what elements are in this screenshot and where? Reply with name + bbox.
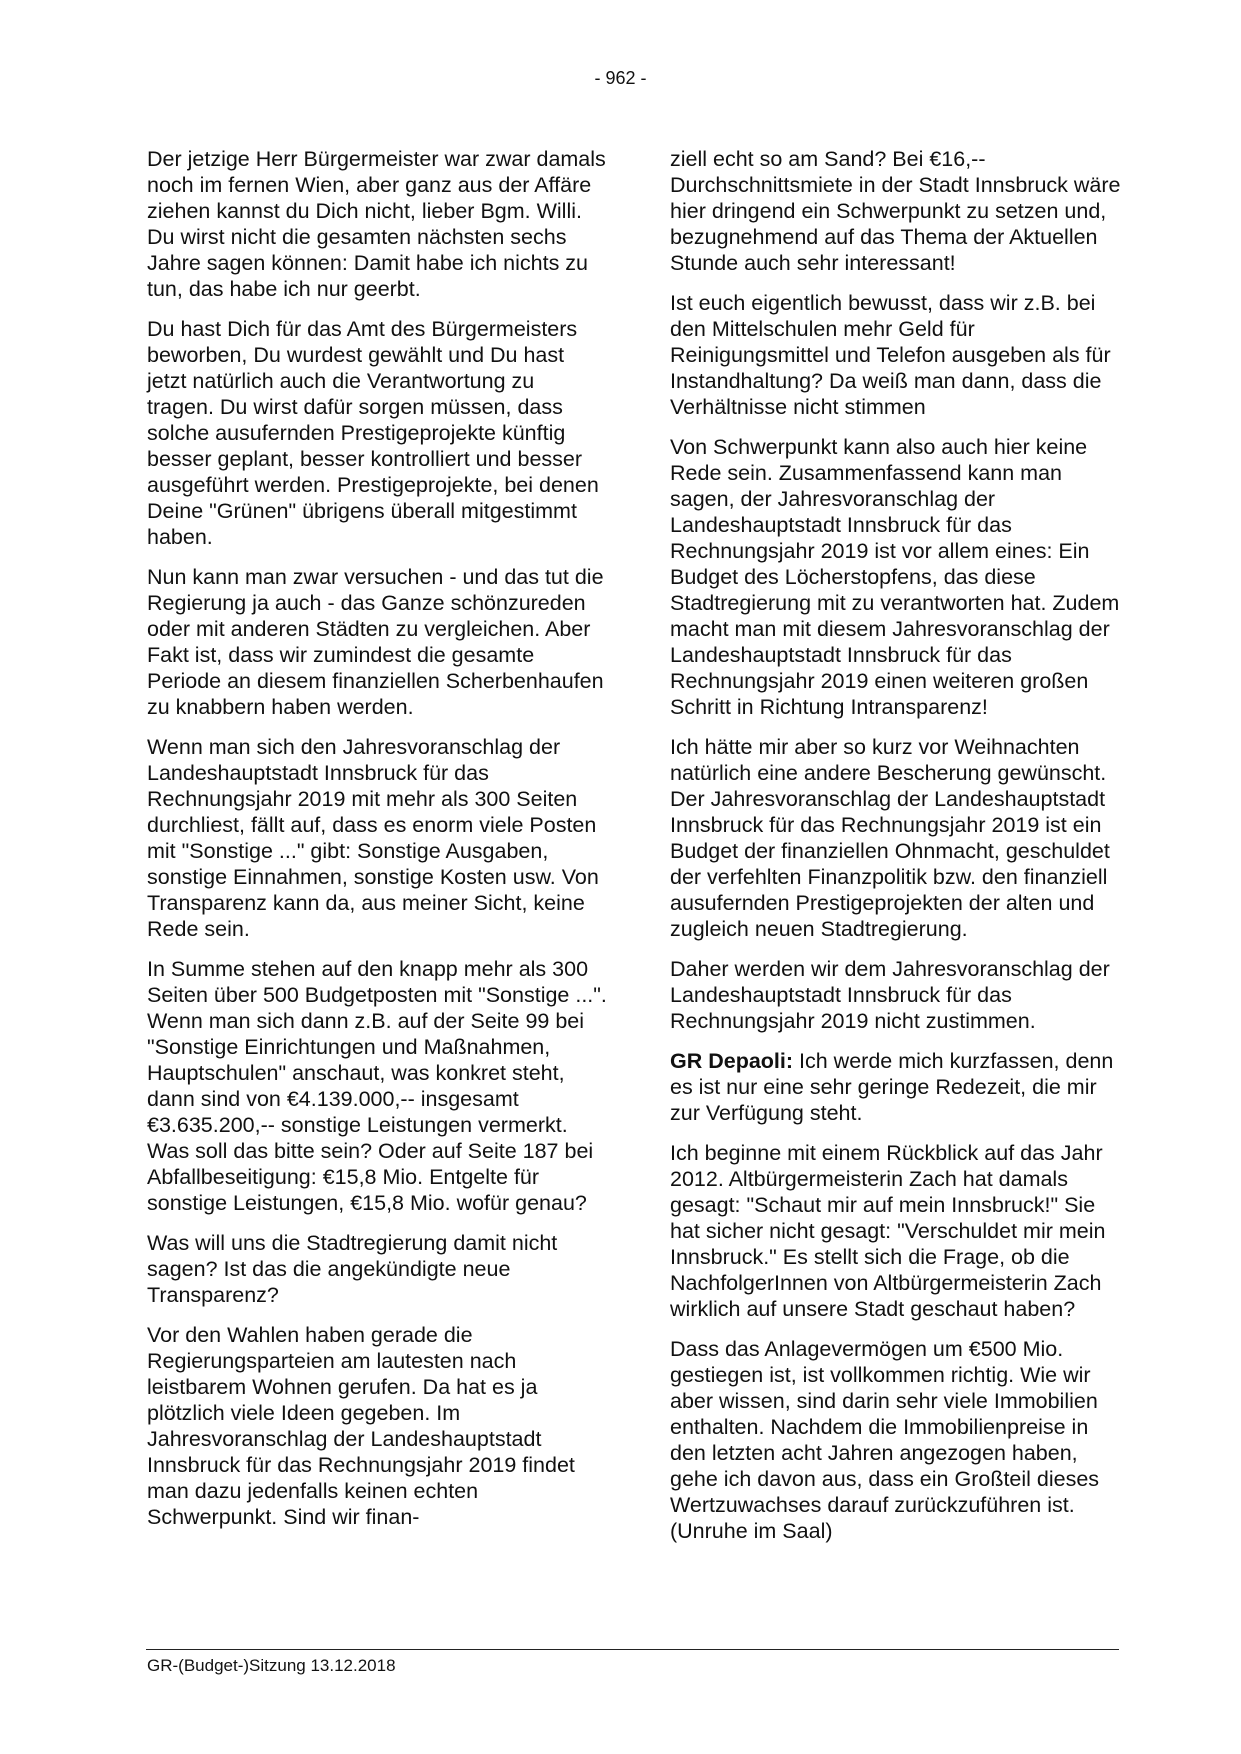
paragraph: Ich beginne mit einem Rückblick auf das Jahr 2012. Altbürgermeisterin Zach hat damals gesagt: "Schaut mir auf mein Innsbruck!" Sie hat sicher nicht gesagt: "Verschuldet mir mein Innsbruck." Es stellt sich die Frage, ob die NachfolgerInnen von Altbürgermeisterin Zach wirklich auf unsere Stadt geschaut haben? bbox=[670, 1141, 1106, 1321]
footer-divider bbox=[146, 1649, 1119, 1650]
paragraph: Von Schwerpunkt kann also auch hier keine Rede sein. Zusammenfassend kann man sagen, der Jahresvoranschlag der Landeshauptstadt Innsbruck für das Rechnungsjahr 2019 ist vor allem eines: Ein Budget des Löcherstopfens, das diese Stadtregierung mit zu verantworten hat. Zudem macht man mit diesem Jahresvoranschlag der Landeshauptstadt Innsbruck für das Rechnungsjahr 2019 einen weiteren großen Schritt in Richtung Intransparenz! bbox=[670, 435, 1120, 719]
speaker-name: GR Depaoli: bbox=[670, 1049, 794, 1073]
footer-session-label: GR-(Budget-)Sitzung 13.12.2018 bbox=[147, 1656, 396, 1675]
paragraph: Wenn man sich den Jahresvoranschlag der Landeshauptstadt Innsbruck für das Rechnungsjahr 2019 mit mehr als 300 Seiten durchliest, fällt auf, dass es enorm viele Posten mit "Sonstige ..." gibt: Sonstige Ausgaben, sonstige Einnahmen, sonstige Kosten usw. Von Transparenz kann da, aus meiner Sicht, keine Rede sein. bbox=[147, 735, 599, 941]
paragraph: Der jetzige Herr Bürgermeister war zwar damals noch im fernen Wien, aber ganz aus der Affäre ziehen kannst du Dich nicht, lieber Bgm. Willi. Du wirst nicht die gesamten nächsten sechs Jahre sagen können: Damit habe ich nichts zu tun, das habe ich nur geerbt. bbox=[147, 147, 606, 301]
paragraph: In Summe stehen auf den knapp mehr als 300 Seiten über 500 Budgetposten mit "Sonstige ...". Wenn man sich dann z.B. auf der Seite 99 bei "Sonstige Einrichtungen und Maßnahmen, Hauptschulen" anschaut, was konkret steht, dann sind von €4.139.000,-- insgesamt €3.635.200,-- sonstige Leistungen vermerkt. Was soll das bitte sein? Oder auf Seite 187 bei Abfallbeseitigung: €15,8 Mio. Entgelte für sonstige Leistungen, €15,8 Mio. wofür genau? bbox=[147, 957, 607, 1215]
speaker-paragraph bbox=[670, 1048, 1130, 1126]
right-column bbox=[670, 146, 1130, 1558]
paragraph: ziell echt so am Sand? Bei €16,-- Durchschnittsmiete in der Stadt Innsbruck wäre hier dringend ein Schwerpunkt zu setzen und, bezugnehmend auf das Thema der Aktuellen Stunde auch sehr interessant! bbox=[670, 147, 1121, 275]
left-column bbox=[147, 146, 607, 1544]
page-number: - 962 - bbox=[594, 68, 647, 88]
paragraph: Nun kann man zwar versuchen - und das tut die Regierung ja auch - das Ganze schönzureden oder mit anderen Städten zu vergleichen. Aber Fakt ist, dass wir zumindest die gesamte Periode an diesem finanziellen Scherbenhaufen zu knabbern haben werden. bbox=[147, 565, 604, 719]
paragraph: Du hast Dich für das Amt des Bürgermeisters beworben, Du wurdest gewählt und Du hast jetzt natürlich auch die Verantwortung zu tragen. Du wirst dafür sorgen müssen, dass solche ausufernden Prestigeprojekte künftig besser geplant, besser kontrolliert und besser ausgeführt werden. Prestigeprojekte, bei denen Deine "Grünen" übrigens überall mitgestimmt haben. bbox=[147, 317, 599, 549]
paragraph: Dass das Anlagevermögen um €500 Mio. gestiegen ist, ist vollkommen richtig. Wie wir aber wissen, sind darin sehr viele Immobilien enthalten. Nachdem die Immobilienpreise in den letzten acht Jahren angezogen haben, gehe ich davon aus, dass ein Großteil dieses Wertzuwachses darauf zurückzuführen ist. (Unruhe im Saal) bbox=[670, 1337, 1100, 1543]
paragraph: Vor den Wahlen haben gerade die Regierungsparteien am lautesten nach leistbarem Wohnen gerufen. Da hat es ja plötzlich viele Ideen gegeben. Im Jahresvoranschlag der Landeshauptstadt Innsbruck für das Rechnungsjahr 2019 findet man dazu jedenfalls keinen echten Schwerpunkt. Sind wir finan- bbox=[147, 1323, 575, 1529]
paragraph: Daher werden wir dem Jahresvoranschlag der Landeshauptstadt Innsbruck für das Rechnungsjahr 2019 nicht zustimmen. bbox=[670, 957, 1110, 1033]
paragraph: Ist euch eigentlich bewusst, dass wir z.B. bei den Mittelschulen mehr Geld für Reinigungsmittel und Telefon ausgeben als für Instandhaltung? Da weiß man dann, dass die Verhältnisse nicht stimmen bbox=[670, 291, 1111, 419]
paragraph: Was will uns die Stadtregierung damit nicht sagen? Ist das die angekündigte neue Transparenz? bbox=[147, 1231, 558, 1307]
speaker-text: Ich werde mich kurzfassen, denn es ist nur eine sehr geringe Redezeit, die mir zur Verfügung steht. bbox=[670, 1049, 1114, 1125]
paragraph: Ich hätte mir aber so kurz vor Weihnachten natürlich eine andere Bescherung gewünscht. Der Jahresvoranschlag der Landeshauptstadt Innsbruck für das Rechnungsjahr 2019 ist ein Budget der finanziellen Ohnmacht, geschuldet der verfehlten Finanzpolitik bzw. den finanziell ausufernden Prestigeprojekten der alten und zugleich neuen Stadtregierung. bbox=[670, 735, 1110, 941]
